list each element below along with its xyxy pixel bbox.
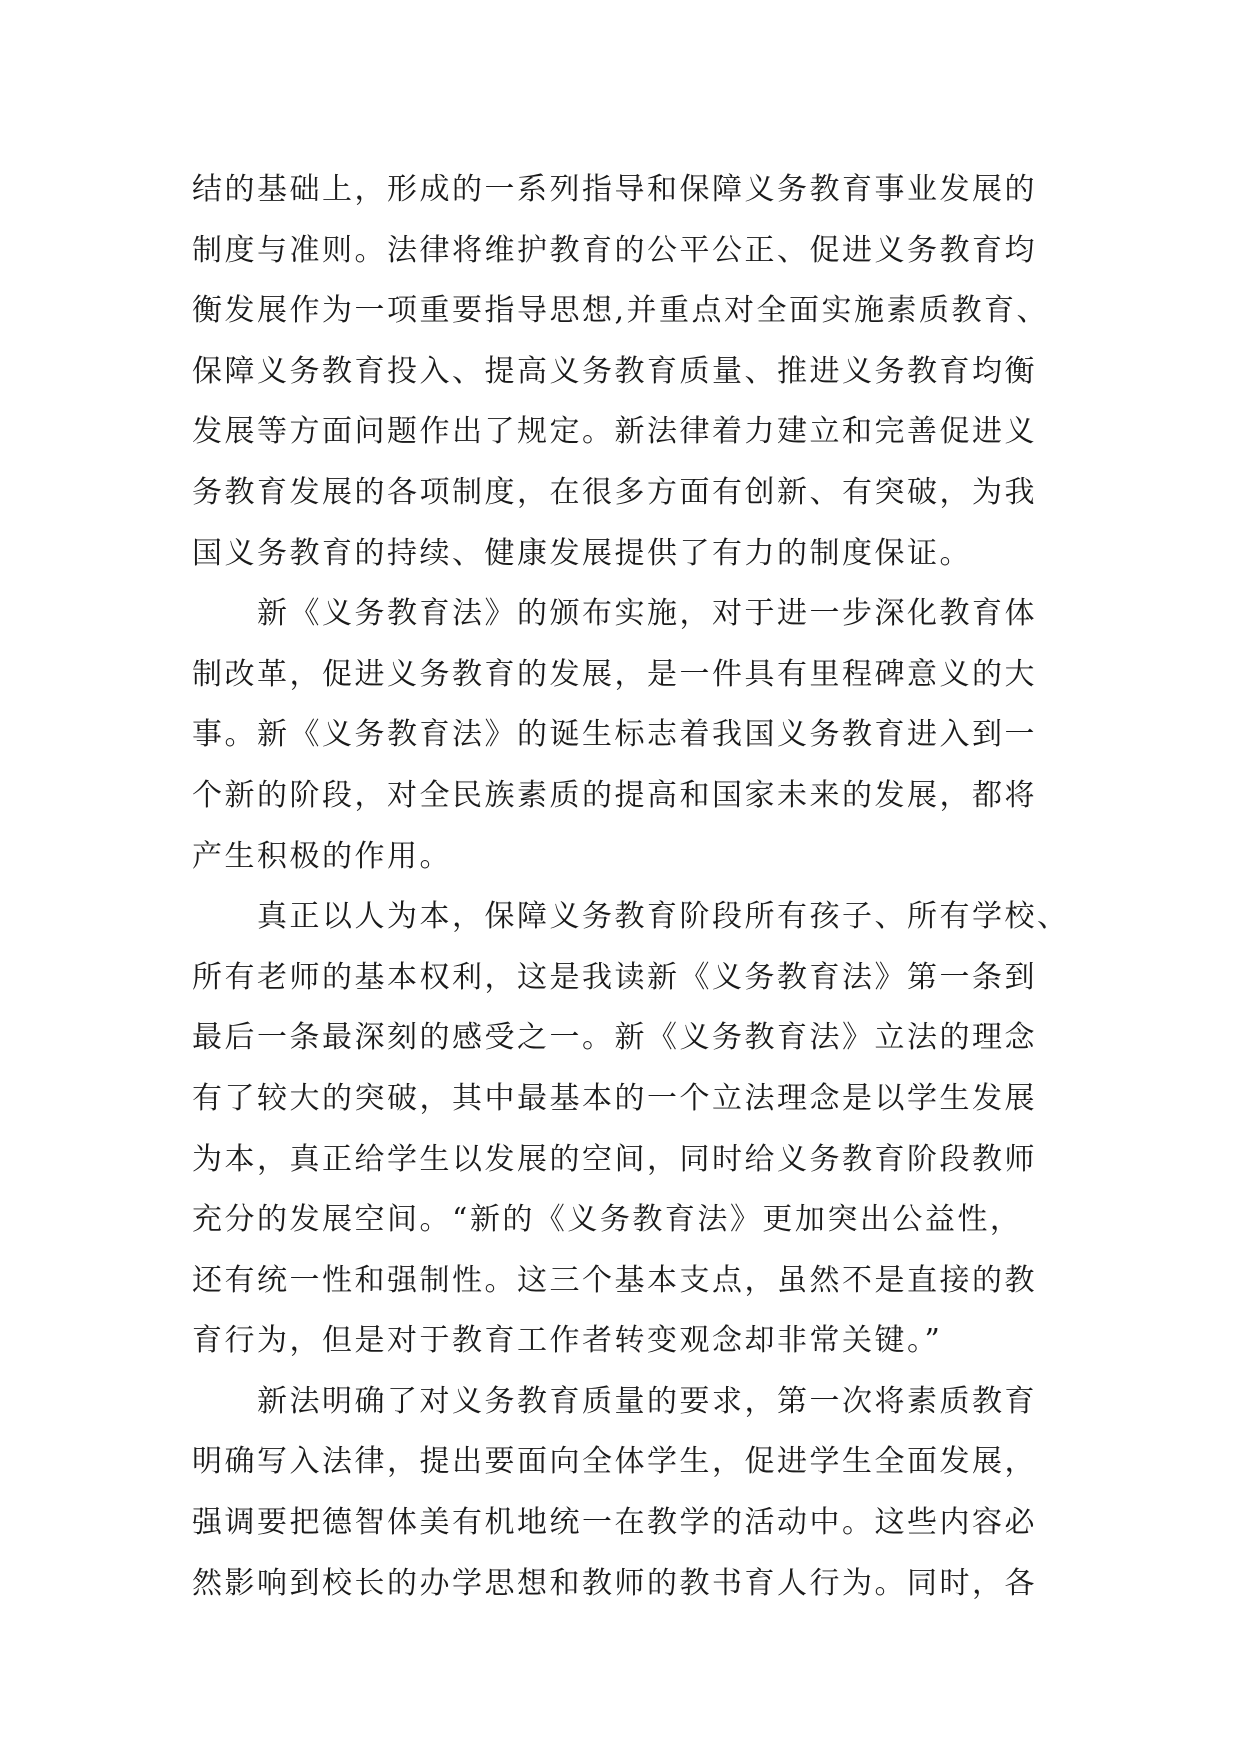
- text-line: 产生积极的作用。: [192, 838, 452, 874]
- text-line: 制改革，促进义务教育的发展，是一件具有里程碑意义的大: [192, 656, 1037, 692]
- text-line: 务教育发展的各项制度，在很多方面有创新、有突破，为我: [192, 474, 1037, 510]
- text-line: 事。新《义务教育法》的诞生标志着我国义务教育进入到一: [192, 717, 1037, 753]
- text-line: 发展等方面问题作出了规定。新法律着力建立和完善促进义: [192, 414, 1037, 450]
- text-line: 为本，真正给学生以发展的空间，同时给义务教育阶段教师: [192, 1141, 1037, 1177]
- text-line: 真正以人为本，保障义务教育阶段所有孩子、所有学校、: [192, 899, 1070, 935]
- text-line: 最后一条最深刻的感受之一。新《义务教育法》立法的理念: [192, 1020, 1037, 1056]
- text-line: 明确写入法律，提出要面向全体学生，促进学生全面发展，: [192, 1444, 1037, 1480]
- text-line: 新法明确了对义务教育质量的要求，第一次将素质教育: [192, 1383, 1037, 1419]
- text-line: 所有老师的基本权利，这是我读新《义务教育法》第一条到: [192, 959, 1037, 995]
- text-line: 充分的发展空间。“新的《义务教育法》更加突出公益性，: [192, 1202, 1023, 1238]
- text-line: 有了较大的突破，其中最基本的一个立法理念是以学生发展: [192, 1080, 1037, 1116]
- text-line: 然影响到校长的办学思想和教师的教书育人行为。同时，各: [192, 1565, 1037, 1601]
- text-line: 衡发展作为一项重要指导思想,并重点对全面实施素质教育、: [192, 293, 1050, 329]
- text-line: 育行为，但是对于教育工作者转变观念却非常关键。”: [192, 1323, 943, 1359]
- text-line: 保障义务教育投入、提高义务教育质量、推进义务教育均衡: [192, 353, 1037, 389]
- body-text: [192, 160, 1092, 1614]
- text-line: 强调要把德智体美有机地统一在教学的活动中。这些内容必: [192, 1505, 1037, 1541]
- text-line: 国义务教育的持续、健康发展提供了有力的制度保证。: [192, 535, 972, 571]
- text-line: 制度与准则。法律将维护教育的公平公正、促进义务教育均: [192, 232, 1037, 268]
- text-line: 结的基础上，形成的一系列指导和保障义务教育事业发展的: [192, 172, 1037, 207]
- text-line: 新《义务教育法》的颁布实施，对于进一步深化教育体: [192, 596, 1037, 632]
- text-line: 个新的阶段，对全民族素质的提高和国家未来的发展，都将: [192, 777, 1037, 813]
- text-line: 还有统一性和强制性。这三个基本支点，虽然不是直接的教: [192, 1262, 1037, 1298]
